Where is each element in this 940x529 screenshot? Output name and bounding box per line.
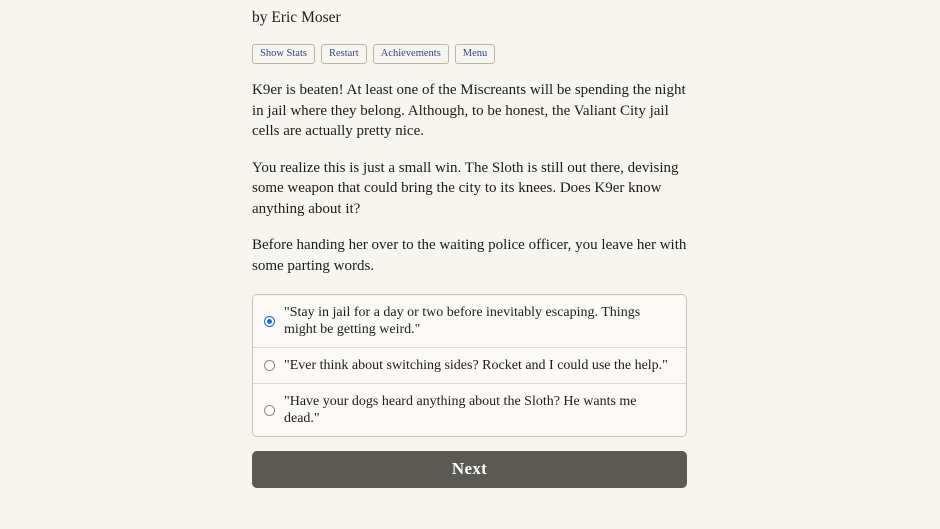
choice-option-3-label: "Have your dogs heard anything about the Sloth? He wants me dead.": [284, 394, 637, 426]
game-title: [252, 0, 687, 8]
radio-icon[interactable]: [264, 405, 275, 416]
menu-button[interactable]: Menu: [455, 44, 496, 64]
radio-icon[interactable]: [264, 316, 275, 327]
choice-option-1-label: "Stay in jail for a day or two before inevitably escaping. Things might be getting weird.": [284, 305, 641, 337]
choice-list: [252, 294, 687, 437]
choice-option-1[interactable]: [253, 295, 686, 348]
choice-option-3[interactable]: [253, 384, 686, 436]
radio-icon[interactable]: [264, 360, 275, 371]
story-paragraph-1: K9er is beaten! At least one of the Miscreants will be spending the night in jail where they belong. Although, to be honest, the Valiant City jail cells are actually pretty nice.: [252, 82, 686, 139]
game-toolbar: [252, 44, 687, 64]
show-stats-button[interactable]: Show Stats: [252, 44, 315, 64]
story-column: [252, 0, 687, 488]
story-paragraph-3: Before handing her over to the waiting police officer, you leave her with some parting words.: [252, 237, 687, 274]
restart-button[interactable]: Restart: [321, 44, 367, 64]
story-paragraph-2: You realize this is just a small win. The Sloth is still out there, devising some weapon that could bring the city to its knees. Does K9er know anything about it?: [252, 159, 679, 217]
choice-option-2[interactable]: [253, 348, 686, 384]
author-byline: by Eric Moser: [252, 9, 341, 26]
achievements-button[interactable]: Achievements: [373, 44, 449, 64]
choice-option-2-label: "Ever think about switching sides? Rocket and I could use the help.": [284, 358, 668, 373]
next-button[interactable]: Next: [252, 451, 687, 488]
